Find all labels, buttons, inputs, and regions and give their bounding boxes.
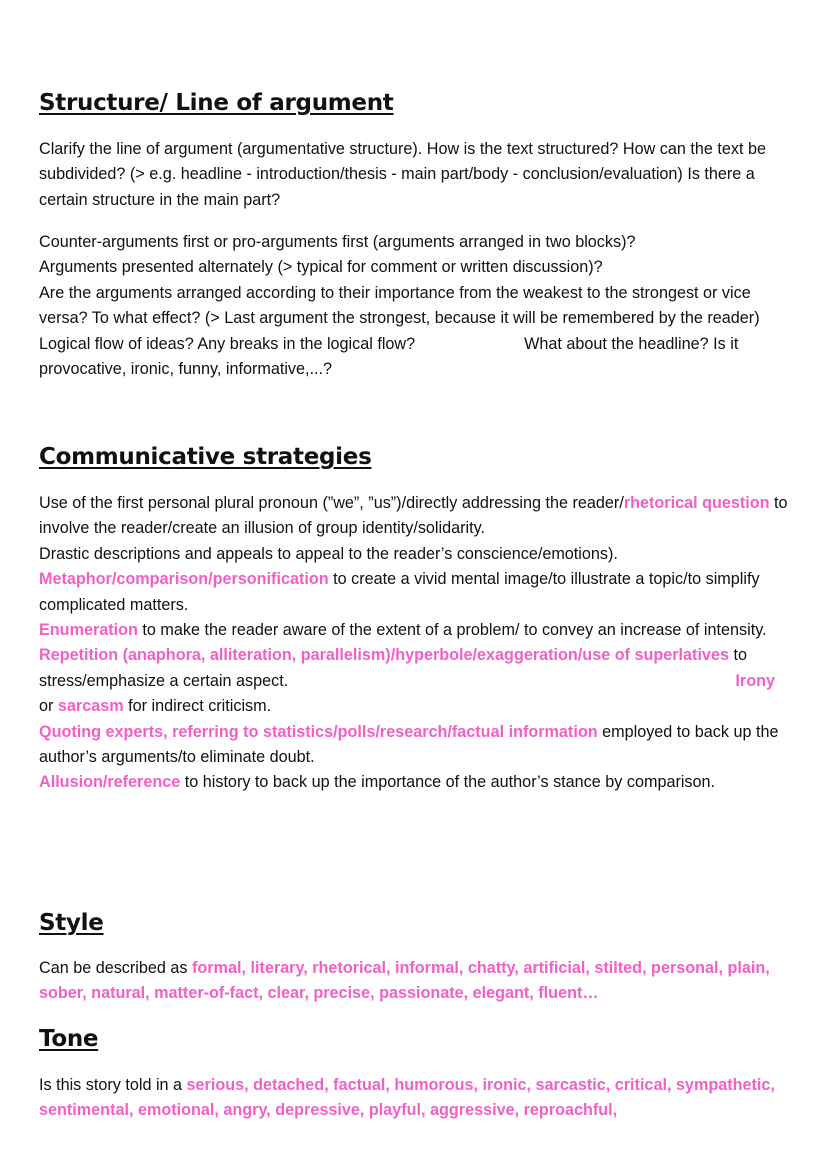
tone-heading: Tone — [39, 1026, 99, 1052]
communicative-heading: Communicative strategies — [39, 444, 372, 470]
structure-paragraph-2 — [39, 230, 789, 382]
communicative-body — [39, 491, 789, 796]
tone-body: Is this story told in a serious, detached, factual, humorous, ironic, sarcastic, critical, sympathetic, sentimental, emotional, angry, depressive, playful, aggressive, reproachful, — [39, 1076, 775, 1120]
style-heading: Style — [39, 910, 104, 936]
structure-line-b: Arguments presented alternately (> typical for comment or written discussion)? — [39, 258, 603, 277]
structure-heading: Structure/ Line of argument — [39, 90, 394, 116]
structure-line-d: What about the headline? Is it provocative, ironic, funny, informative,...? — [39, 334, 739, 379]
structure-line-a: Counter-arguments first or pro-arguments first (arguments arranged in two blocks)? — [39, 233, 636, 251]
structure-line-c: Are the arguments arranged according to their importance from the weakest to the strongest or vice versa? To what effect? (> Last argument the strongest, because it will be remembered by the reader) Logical flow of ideas? Any breaks in the logical flow? — [39, 283, 760, 353]
strategy-item: Enumeration to make the reader aware of the extent of a problem/ to convey an increase of intensity. — [39, 621, 767, 640]
strategy-item: Metaphor/comparison/personification to create a vivid mental image/to illustrate a topic/to simplify complicated matters. — [39, 570, 760, 614]
strategy-item: Use of the first personal plural pronoun (”we”, ”us”)/directly addressing the reader/rhetorical question to involve the reader/create an illusion of group identity/solidarity. — [39, 494, 788, 538]
strategy-item: or sarcasm for indirect criticism. — [39, 697, 272, 716]
strategy-item: Allusion/reference to history to back up the importance of the author’s stance by comparison. — [39, 773, 716, 792]
strategy-item: Drastic descriptions and appeals to appeal to the reader’s conscience/emotions). — [39, 544, 618, 563]
structure-paragraph-1: Clarify the line of argument (argumentative structure). How is the text structured? How can the text be subdivided? (> e.g. headline - introduction/thesis - main part/body - conclusion/evaluation) Is there a certain structure in the main part? — [39, 140, 766, 209]
strategy-item: Repetition (anaphora, alliteration, parallelism)/hyperbole/exaggeration/use of superlatives to stress/emphasize a certain aspect. Irony — [39, 646, 775, 690]
style-body: Can be described as formal, literary, rhetorical, informal, chatty, artificial, stilted, personal, plain, sober, natural, matter-of-fact, clear, precise, passionate, elegant, fluent… — [39, 959, 770, 1003]
strategy-item: Quoting experts, referring to statistics/polls/research/factual information employed to back up the author’s arguments/to eliminate doubt. — [39, 722, 779, 767]
